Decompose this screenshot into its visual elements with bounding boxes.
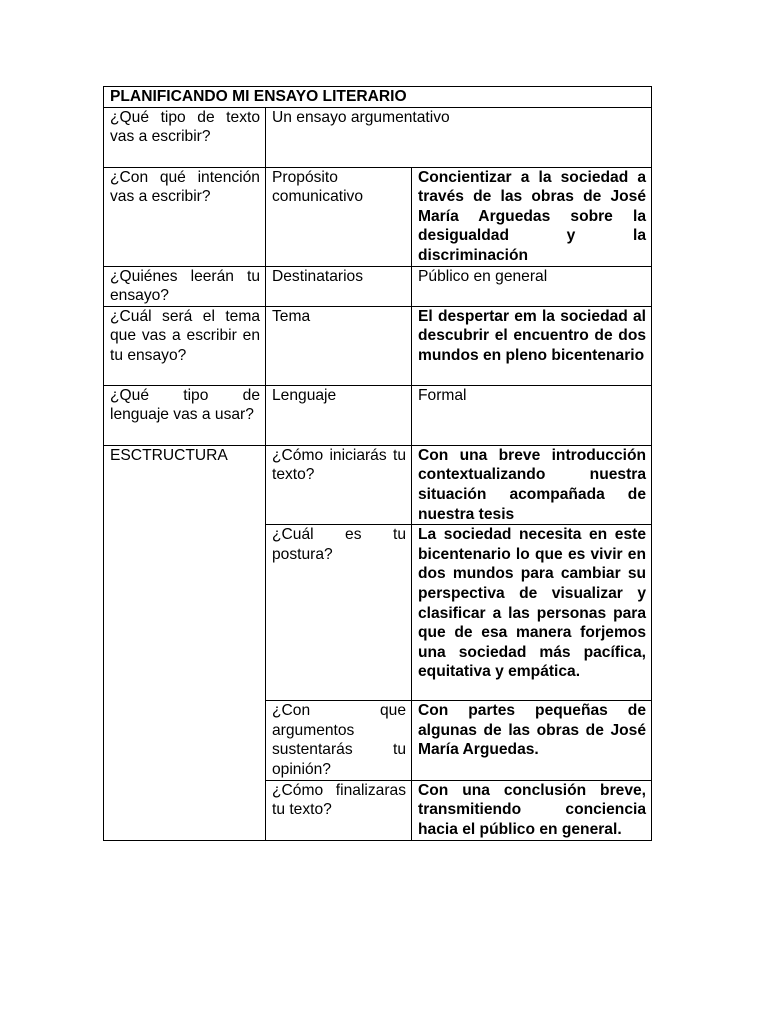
answer-cell: Con una breve introducción contextualizando nuestra situación acompañada de nuestra tesis	[412, 445, 652, 524]
answer-cell: Con partes pequeñas de algunas de las obras de José María Arguedas.	[412, 701, 652, 780]
answer-cell: El despertar em la sociedad al descubrir el encuentro de dos mundos en pleno bicentenario	[412, 306, 652, 385]
question-cell: ¿Qué tipo de lenguaje vas a usar?	[104, 385, 266, 445]
label-cell: Propósito comunicativo	[266, 167, 412, 266]
label-cell: Lenguaje	[266, 385, 412, 445]
question-cell: ¿Con qué intención vas a escribir?	[104, 167, 266, 266]
table-title: PLANIFICANDO MI ENSAYO LITERARIO	[104, 87, 652, 108]
label-cell: Tema	[266, 306, 412, 385]
table-title-row	[104, 87, 652, 108]
question-cell: ¿Cuál será el tema que vas a escribir en tu ensayo?	[104, 306, 266, 385]
table-row	[104, 107, 652, 167]
question-cell: ¿Quiénes leerán tu ensayo?	[104, 266, 266, 306]
question-cell: ¿Cómo iniciarás tu texto?	[266, 445, 412, 524]
table-row	[104, 266, 652, 306]
answer-cell: Concientizar a la sociedad a través de las obras de José María Arguedas sobre la desigualdad y la discriminación	[412, 167, 652, 266]
table-row	[104, 385, 652, 445]
table-row	[104, 445, 652, 524]
table-row	[104, 306, 652, 385]
planning-table	[103, 86, 652, 841]
table-row	[104, 167, 652, 266]
question-cell: ¿Con que argumentos sustentarás tu opinión?	[266, 701, 412, 780]
question-cell: ¿Cómo finalizaras tu texto?	[266, 780, 412, 840]
answer-cell: Formal	[412, 385, 652, 445]
answer-cell: Con una conclusión breve, transmitiendo conciencia hacia el público en general.	[412, 780, 652, 840]
answer-cell: Público en general	[412, 266, 652, 306]
answer-cell: Un ensayo argumentativo	[266, 107, 652, 167]
question-cell: ¿Cuál es tu postura?	[266, 525, 412, 701]
label-cell: Destinatarios	[266, 266, 412, 306]
answer-cell: La sociedad necesita en este bicentenario lo que es vivir en dos mundos para cambiar su perspectiva de visualizar y clasificar a las personas para que de esa manera forjemos una sociedad más pacífica, equitativa y empática.	[412, 525, 652, 701]
structure-heading: ESCTRUCTURA	[104, 445, 266, 840]
question-cell: ¿Qué tipo de texto vas a escribir?	[104, 107, 266, 167]
